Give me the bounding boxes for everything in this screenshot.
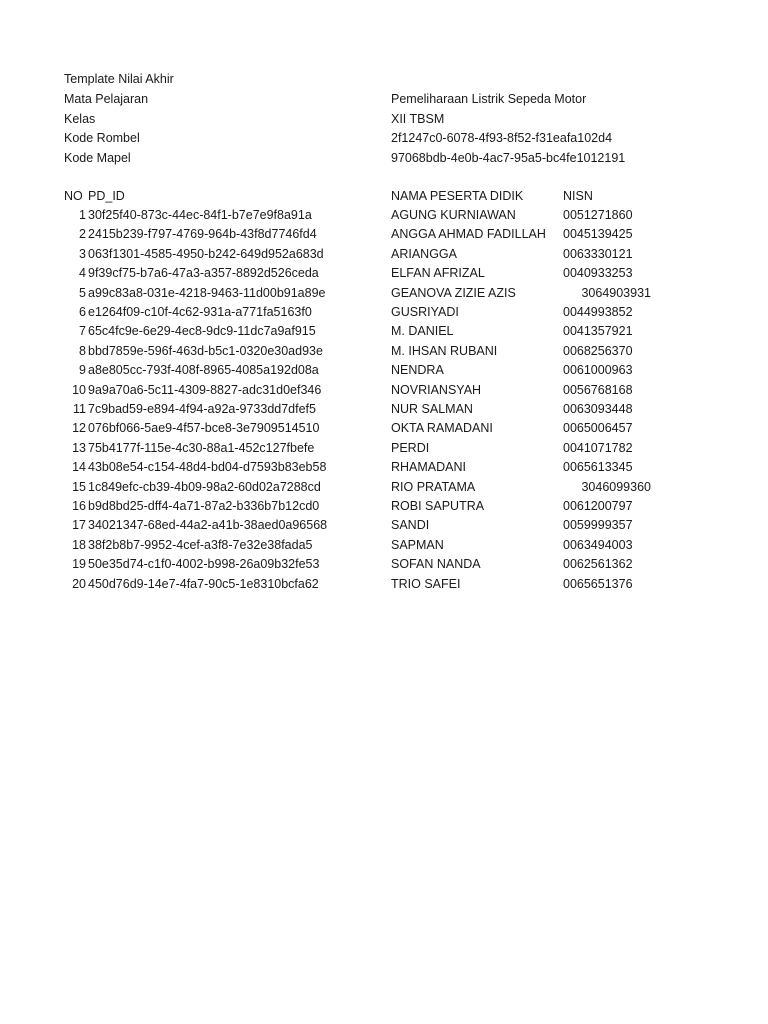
cell-nisn: 0056768168 [563, 382, 633, 397]
cell-pd-id: 9a9a70a6-5c11-4309-8827-adc31d0ef346 [88, 382, 322, 397]
cell-nama: RHAMADANI [391, 460, 467, 475]
cell-no: 7 [79, 324, 86, 339]
cell-pd-id: 65c4fc9e-6e29-4ec8-9dc9-11dc7a9af915 [88, 324, 316, 339]
meta-key: Kode Rombel [64, 131, 140, 145]
cell-no: 14 [72, 460, 86, 475]
table-row [0, 362, 768, 378]
cell-no: 9 [79, 363, 86, 378]
cell-nisn: 0059999357 [563, 518, 633, 533]
table-row [0, 285, 768, 301]
cell-nisn: 0063494003 [563, 537, 633, 552]
cell-pd-id: 43b08e54-c154-48d4-bd04-d7593b83eb58 [88, 460, 327, 475]
cell-pd-id: 2415b239-f797-4769-964b-43f8d7746fd4 [88, 227, 317, 242]
cell-nisn: 0041071782 [563, 440, 633, 455]
cell-no: 17 [72, 518, 86, 533]
cell-nisn: 3046099360 [581, 479, 651, 494]
cell-nisn: 0061000963 [563, 363, 633, 378]
header-no: NO [64, 189, 83, 203]
meta-value: XII TBSM [391, 111, 445, 126]
cell-nisn: 0051271860 [563, 208, 633, 222]
cell-pd-id: 063f1301-4585-4950-b242-649d952a683d [88, 246, 324, 261]
cell-no: 8 [79, 343, 86, 358]
table-row [0, 382, 768, 398]
table-row [0, 343, 768, 359]
cell-nama: NUR SALMAN [391, 402, 473, 416]
cell-pd-id: 9f39cf75-b7a6-47a3-a357-8892d526ceda [88, 266, 319, 281]
cell-nisn: 0045139425 [563, 227, 633, 242]
cell-nama: GEANOVA ZIZIE AZIS [391, 285, 516, 300]
cell-nama: ARIANGGA [391, 246, 457, 261]
meta-value: 2f1247c0-6078-4f93-8f52-f31eafa102d4 [391, 131, 613, 145]
cell-nisn: 0062561362 [563, 557, 633, 572]
cell-no: 4 [79, 266, 86, 281]
cell-nama: GUSRIYADI [391, 305, 459, 319]
cell-nama: ANGGA AHMAD FADILLAH [391, 227, 546, 242]
meta-row [0, 111, 768, 127]
meta-row [0, 91, 768, 107]
cell-pd-id: 34021347-68ed-44a2-a41b-38aed0a96568 [88, 518, 328, 533]
cell-nisn: 0068256370 [563, 343, 633, 358]
document-title: Template Nilai Akhir [64, 72, 174, 86]
table-row [0, 323, 768, 339]
cell-no: 2 [79, 227, 86, 242]
table-row [0, 517, 768, 533]
header-nisn: NISN [563, 189, 593, 203]
cell-nama: NENDRA [391, 363, 444, 378]
cell-nama: PERDI [391, 440, 430, 455]
cell-nisn: 0063093448 [563, 402, 633, 416]
table-row [0, 479, 768, 495]
cell-no: 16 [72, 499, 86, 513]
cell-no: 15 [72, 479, 86, 494]
cell-nama: RIO PRATAMA [391, 479, 476, 494]
cell-pd-id: 75b4177f-115e-4c30-88a1-452c127fbefe [88, 440, 315, 455]
meta-value: Pemeliharaan Listrik Sepeda Motor [391, 92, 587, 106]
table-row [0, 440, 768, 456]
cell-pd-id: a8e805cc-793f-408f-8965-4085a192d08a [88, 363, 319, 378]
table-row [0, 420, 768, 436]
cell-pd-id: e1264f09-c10f-4c62-931a-a771fa5163f0 [88, 305, 312, 319]
cell-pd-id: 7c9bad59-e894-4f94-a92a-9733dd7dfef5 [88, 402, 316, 416]
cell-pd-id: 30f25f40-873c-44ec-84f1-b7e7e9f8a91a [88, 208, 312, 222]
table-row [0, 401, 768, 417]
table-row [0, 226, 768, 242]
cell-pd-id: 38f2b8b7-9952-4cef-a3f8-7e32e38fada5 [88, 537, 313, 552]
cell-nama: OKTA RAMADANI [391, 421, 493, 436]
cell-nama: M. DANIEL [391, 324, 454, 339]
table-row [0, 537, 768, 553]
table-row [0, 246, 768, 262]
cell-pd-id: 076bf066-5ae9-4f57-bce8-3e7909514510 [88, 421, 320, 436]
cell-pd-id: 50e35d74-c1f0-4002-b998-26a09b32fe53 [88, 557, 320, 572]
cell-nama: SANDI [391, 518, 430, 533]
cell-pd-id: bbd7859e-596f-463d-b5c1-0320e30ad93e [88, 343, 323, 358]
meta-row [0, 130, 768, 146]
cell-nama: NOVRIANSYAH [391, 382, 482, 397]
table-row [0, 459, 768, 475]
meta-value: 97068bdb-4e0b-4ac7-95a5-bc4fe1012191 [391, 150, 626, 165]
cell-nama: SOFAN NANDA [391, 557, 481, 572]
cell-pd-id: 450d76d9-14e7-4fa7-90c5-1e8310bcfa62 [88, 576, 319, 591]
table-row [0, 304, 768, 320]
cell-no: 19 [72, 557, 86, 572]
cell-pd-id: 1c849efc-cb39-4b09-98a2-60d02a7288cd [88, 479, 321, 494]
cell-no: 6 [79, 305, 86, 319]
meta-key: Kelas [64, 111, 96, 126]
cell-nisn: 0065613345 [563, 460, 633, 475]
meta-key: Mata Pelajaran [64, 92, 149, 106]
cell-no: 18 [72, 537, 86, 552]
cell-no: 20 [72, 576, 86, 591]
table-row [0, 265, 768, 281]
cell-nisn: 0063330121 [563, 246, 633, 261]
cell-nama: ROBI SAPUTRA [391, 499, 485, 513]
header-nama: NAMA PESERTA DIDIK [391, 189, 524, 203]
cell-pd-id: a99c83a8-031e-4218-9463-11d00b91a89e [88, 285, 326, 300]
table-header-row [0, 188, 768, 204]
cell-nama: M. IHSAN RUBANI [391, 343, 498, 358]
cell-nama: TRIO SAFEI [391, 576, 461, 591]
cell-no: 13 [72, 440, 86, 455]
cell-nisn: 0061200797 [563, 499, 633, 513]
meta-key: Kode Mapel [64, 150, 131, 165]
cell-no: 3 [79, 246, 86, 261]
table-row [0, 207, 768, 223]
cell-nama: ELFAN AFRIZAL [391, 266, 485, 281]
table-row [0, 576, 768, 592]
meta-row [0, 150, 768, 166]
cell-no: 12 [72, 421, 86, 436]
cell-no: 1 [79, 208, 86, 222]
table-row [0, 556, 768, 572]
cell-nama: SAPMAN [391, 537, 444, 552]
header-pd-id: PD_ID [88, 189, 125, 203]
cell-nama: AGUNG KURNIAWAN [391, 208, 516, 222]
cell-no: 10 [72, 382, 86, 397]
cell-nisn: 0065006457 [563, 421, 633, 436]
cell-no: 5 [79, 285, 86, 300]
cell-nisn: 0041357921 [563, 324, 633, 339]
table-row [0, 498, 768, 514]
cell-no: 11 [73, 402, 86, 416]
cell-nisn: 3064903931 [581, 285, 651, 300]
cell-nisn: 0065651376 [563, 576, 633, 591]
cell-nisn: 0044993852 [563, 305, 633, 319]
cell-pd-id: b9d8bd25-dff4-4a71-87a2-b336b7b12cd0 [88, 499, 320, 513]
cell-nisn: 0040933253 [563, 266, 633, 281]
